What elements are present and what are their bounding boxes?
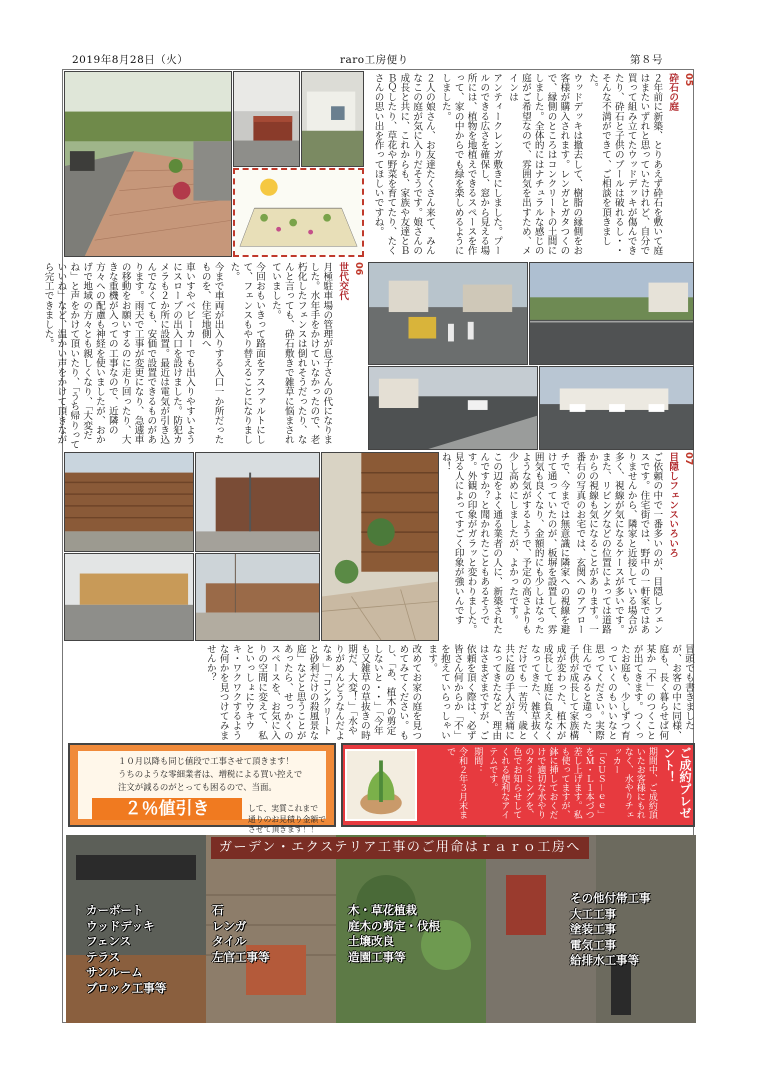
- service-plumbing: 給排水工事等: [570, 953, 639, 967]
- photo-house-view: [301, 71, 364, 167]
- photo-garden-sketch: [233, 168, 364, 257]
- section-07-body-4: 冒頭でも書きましたが、お客の中に同様、庭も、長く暮らせば何某か「不」のつくことが出てきます。つくったお庭も、少しずつ育っていくのもいいなと思ってください。実際住んでみると違った、子供が成長して家族構成が変わった、植木が成長して庭に負えなくなってきた、雑草抜くだけでも一苦労、歳と共に庭の手入が苦痛になってきたなど、理由はさまざまですが、ご依頼を頂く際は、必ず皆さん何からか「不」を抱えていらっしゃいます。: [426, 644, 694, 740]
- section-06-number: 06: [353, 262, 364, 276]
- service-block: ブロック工事等: [86, 980, 167, 995]
- gift-promo-body-2: 「ＳＵＳ－ｅｅ」をＭ・Ｌ１本づつ差し上げます。私も使ってますが、鉢に挿しておくだけで適切な水やりのタイミングを、色でお知らせしてくれる便利なアイテムです。: [487, 747, 606, 820]
- issue-date: 2019年8月28日（火）: [72, 54, 189, 66]
- tax-promo-line-1: １０月以降も同じ値段で工事させて頂きます！: [118, 756, 294, 766]
- service-other: その他付帯工事: [570, 891, 651, 905]
- service-sunroom: サンルーム: [86, 965, 143, 979]
- tax-promo-inner: [78, 751, 326, 835]
- service-planting: 木・草花植栽: [348, 903, 417, 917]
- photo-finished-lot: [529, 262, 694, 365]
- section-06-body-1: 月極駐車場の管理が息子さんの代になりました。水年手をかけていなかったので、老朽化したフェンスは倒れそうだったり、なんと言っても、砕石敷きで雑草に悩まされていました。: [269, 262, 333, 445]
- photo-fence-3: [64, 553, 194, 641]
- discount-note-2: 通りのお見積り金額でさせて頂きます！！: [248, 814, 326, 835]
- gift-promo-body-1: 期間中、ご成約頂いたお客様にもれなく、水やりチェッカー: [610, 747, 657, 819]
- gift-promo-period-label: 期間：: [472, 747, 483, 774]
- service-carport: カーポート: [86, 903, 144, 917]
- photo-brick-garden: [64, 71, 232, 257]
- section-07-title: 目隠しフェンスいろいろ: [667, 452, 679, 558]
- service-plaster: 左官工事等: [212, 949, 270, 964]
- section-05-number: 05: [683, 73, 694, 87]
- section-05-body-4: ２人の娘さん、お友達たくさん来て、みんなこの庭が気に入りだそうです。娘さんの成長と共に、これからも、家族や友達とＢＢＱしたり、草花や野菜を育てたり、たくさんの思い出を作ってほしいですね。: [372, 73, 435, 256]
- discount-badge: ２％値引き: [92, 798, 242, 820]
- section-07-number: 07: [683, 452, 694, 466]
- issue-number: 第８号: [630, 54, 663, 66]
- service-carpentry: 大工工事: [570, 906, 616, 921]
- discount-note: [248, 804, 326, 836]
- section-05-text: [366, 73, 694, 259]
- tax-promo-line-2: うちのような零細業者は、増税による買い控えで: [118, 769, 303, 780]
- service-landscaping: 造園工事等: [348, 949, 406, 964]
- service-painting: 塗装工事: [570, 922, 616, 936]
- service-electrical: 電気工事: [570, 937, 616, 952]
- section-06-body-2: 今回おもいきって路面をアスファルトにして、フェンスもやり替えることになりました。: [228, 262, 266, 445]
- photo-fence-2: [195, 452, 320, 552]
- services-right-list: [570, 891, 651, 969]
- section-05-body-1: ２年前に新築、とりあえず砕石を敷いて庭はまたいずれと思っていたけれど、自分で買って組み立てたウッドデッキが傷んできたり、砕石と子供のプールは破れるし・・そんな不満ができて、ご相談を頂きました。: [587, 73, 663, 256]
- section-07-text-a: [441, 452, 694, 641]
- services-left-list: [86, 903, 166, 996]
- services-banner: [66, 835, 696, 1023]
- gift-promo-period: 令和２年３月末まで: [445, 747, 468, 819]
- tax-promo-box: [68, 743, 336, 835]
- section-05-title: 砕石の庭: [667, 73, 679, 112]
- section-07-body-2: チで、今までは無意識に隣家への視線を避けて通っていたのが、板塀を設置して、雰囲気も良くなり、金額的にも少しはなったような気がするようで、予定の高さよりも少し高めにしましたが、よかったです。: [507, 452, 570, 635]
- gift-promo-title: ご成約プレゼント！: [661, 747, 692, 819]
- services-center-list: [348, 903, 440, 965]
- photo-old-deck: [233, 71, 300, 167]
- banner-title: ガーデン・エクステリア工事のご用命はｒａｒｏ工房へ: [211, 837, 589, 859]
- photo-fence-entrance: [321, 452, 439, 641]
- photo-fence-1: [64, 452, 194, 552]
- service-stone: 石: [212, 903, 224, 917]
- section-07-body-5: 改めてお家の庭を見つめてみてください。もし、「あ、植木の剪定しないと・・」「今年も又雑草の草抜きの時期だ、大変！」「水やりがめんどうなんだよなぁ」「コンクリートと砂利だけの殺風景な庭」などと思うことがあったら、せっかくのスペースを、お気に入りの空間に変えて、私といっしょにウキウキ・ワクワクするような何かを見つけてみませんか？: [204, 644, 422, 740]
- section-05-body-2: ウッドデッキは撤去して、樹脂の縁側をお客様が購入されます。レンガとガタつくので、縁側のところはコンクリートの土間にしました。全体的にはナチュラルな感じの庭がご希望なので、雰囲気を出すため、メインは: [507, 73, 583, 256]
- section-06-body-3: 今まで車両が出入りする入口一か所だったものを、住宅地側へ: [199, 262, 224, 445]
- section-06-title: 世代交代: [337, 262, 349, 301]
- tax-promo-line-3: 注文が減るのがとっても困るので、当面。: [118, 782, 277, 793]
- service-brick: レンガ: [212, 918, 247, 933]
- service-pruning: 庭木の剪定・伐根: [348, 918, 440, 933]
- section-07-text-b: [64, 644, 694, 740]
- service-tile: タイル: [212, 934, 247, 948]
- section-06-body-4: 車いすやベビーカーでも出入りやすいようにスロープの出入口を設けました。防犯カメラも２か所に設置。最近は電気が引き込んでなくても、安価で設置できるものがあります。雨天で工事が変更になり、急遽車の移動をお願いするのに走り回ったり、大きな重機が入っての工事なので、近隣の方々への配慮も神経を使いましたが、おかげで地域の方々とも親しくなり、「大変だね」と声をかけて頂いたり、「うち帰りっていいね」など、温かい声をかけて頂きながら完工できました。: [42, 262, 195, 450]
- photo-parking-work: [368, 262, 528, 365]
- gift-promo-text: [423, 747, 693, 825]
- photo-fence-4: [195, 553, 320, 641]
- service-soil: 土壌改良: [348, 934, 394, 948]
- section-07-body-1: ご依頼の中で一番多いのが、目隠しフェンスです。住宅街では、野中の一軒家ではありませんから、隣家と近接している場合が多く、視線が気になるケースが多いです。また、リビングなどの位置によっては道路からの視線も気になることがあります。一番右の写真のお宅では、玄関へのアプロー: [574, 452, 663, 635]
- photo-water-checker: [345, 749, 417, 821]
- service-wood-deck: ウッドデッキ: [86, 918, 155, 933]
- newsletter-title: raro工房便り: [340, 54, 409, 66]
- service-terrace: テラス: [86, 949, 121, 964]
- section-05-body-3: アンティークレンガ敷きにしました。プールのできる広さを確保し、窓から見える場所には、植物を地植えできるスペースを作って、家の中からでも緑を楽しめるようにしました。: [439, 73, 503, 256]
- photo-parking-fence: [539, 366, 694, 450]
- discount-note-1: して、実質これまで: [248, 804, 319, 813]
- tax-promo-text: [118, 755, 302, 794]
- services-mid-list: [212, 903, 270, 965]
- photo-slope-entrance: [368, 366, 538, 450]
- service-fence: フェンス: [86, 934, 132, 948]
- gift-promo-box: [341, 743, 695, 827]
- section-07-body-3: この辺をよく通る業者の人に、新築されたんですか？と聞かれたこともあるそうです。外観の印象がガラッと変わりました。見る人によってすごく印象が強いんですね！: [439, 452, 503, 635]
- section-06-text: [42, 262, 364, 450]
